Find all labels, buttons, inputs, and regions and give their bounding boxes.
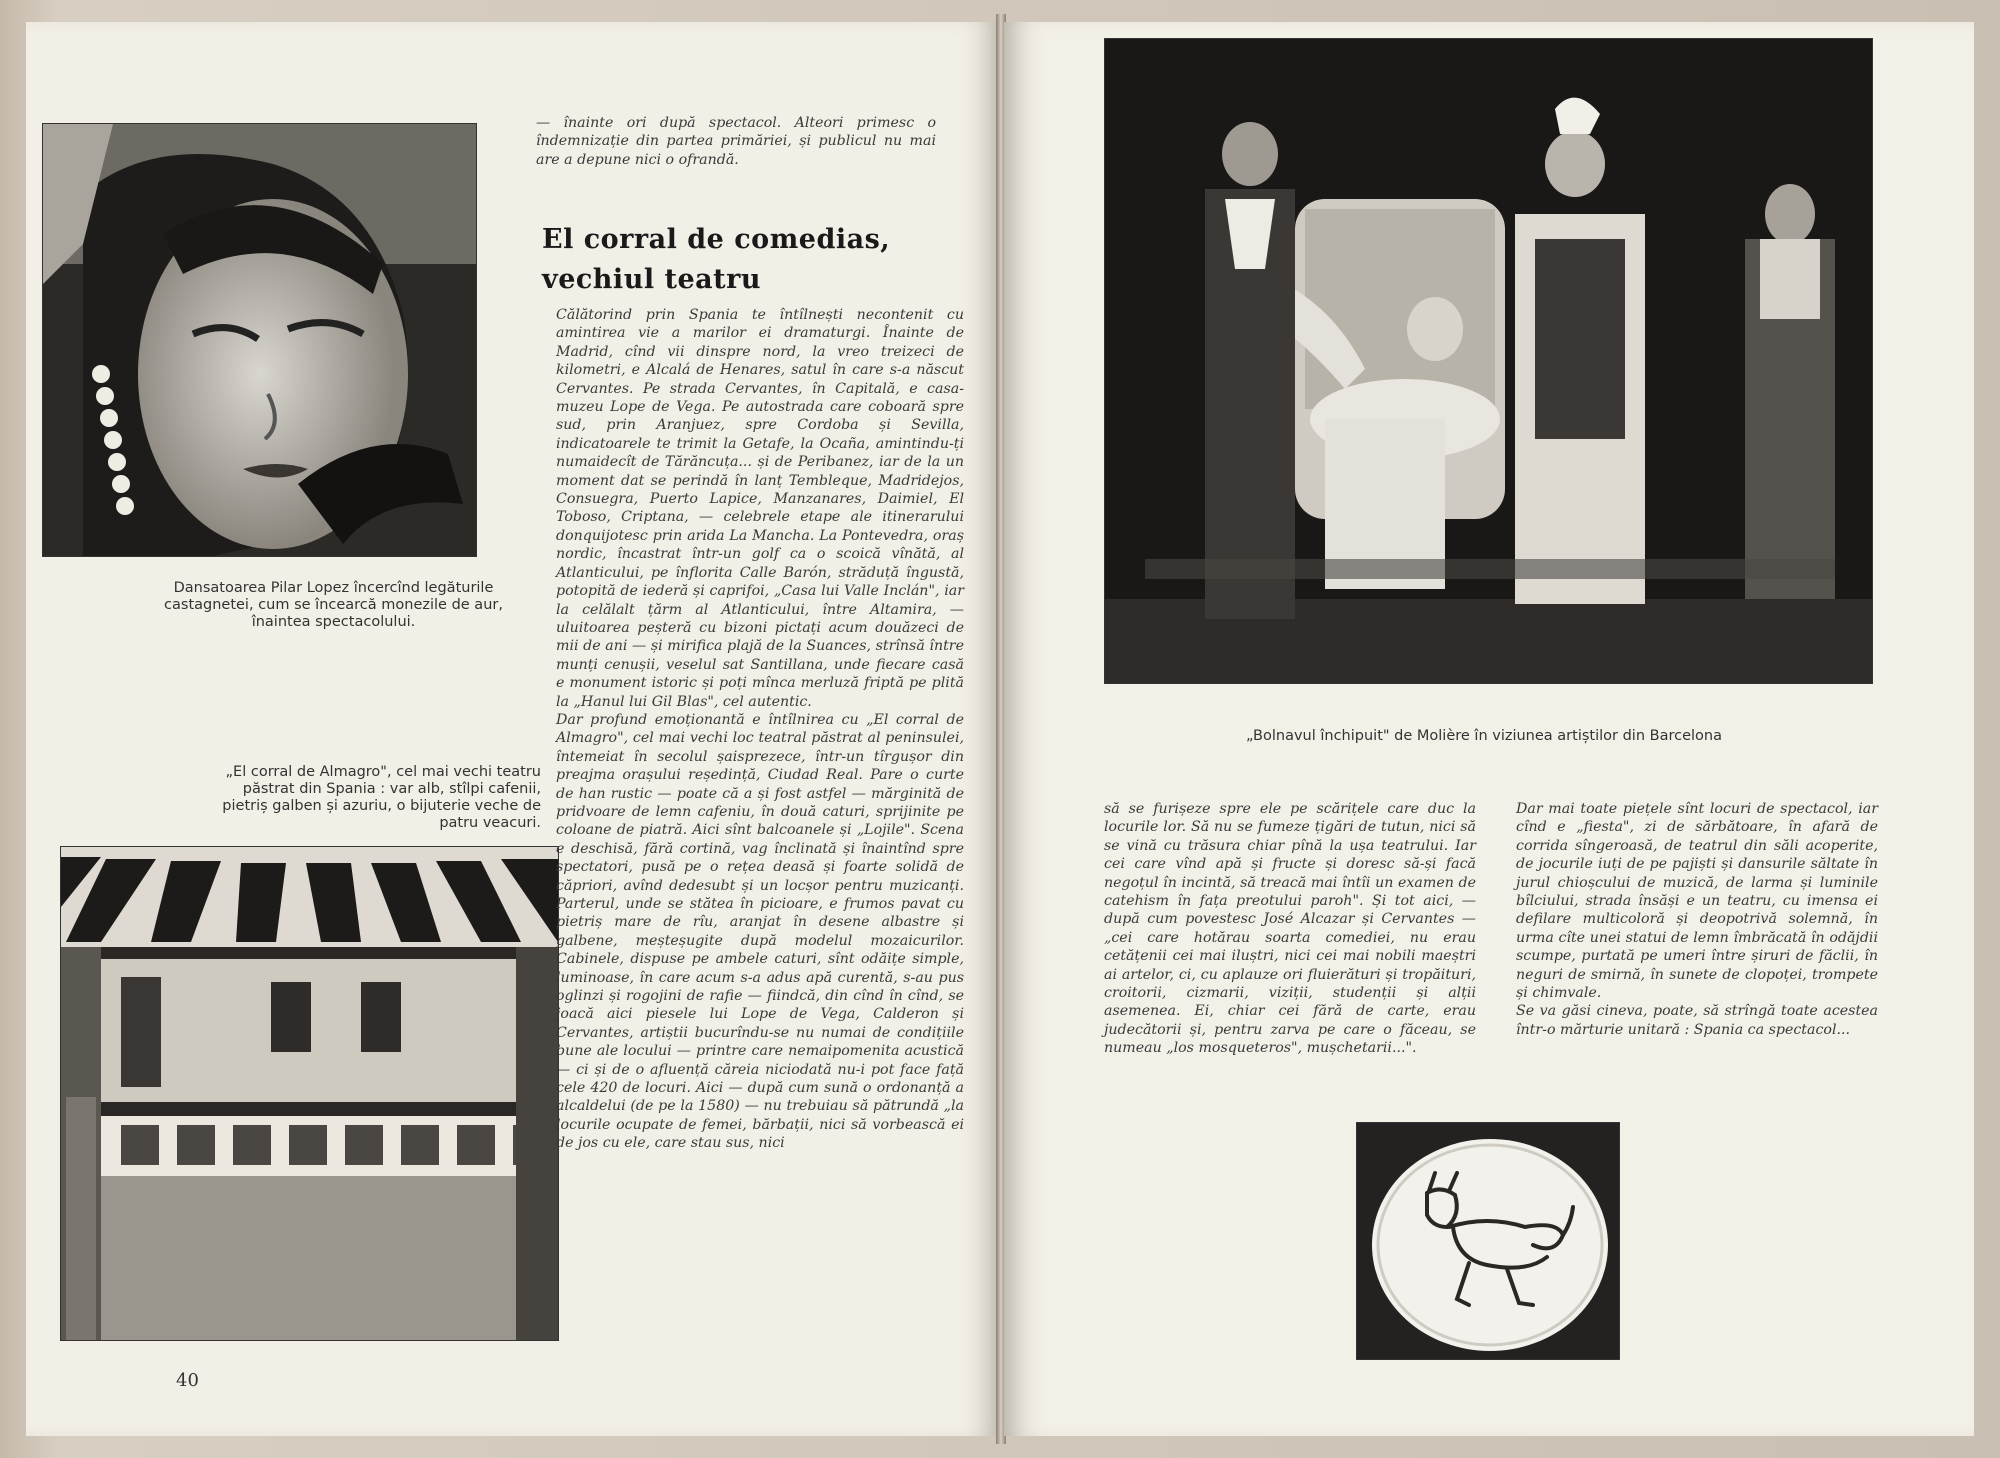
dancer-caption: Dansatoarea Pilar Lopez încercînd legăturile castagnetei, cum se încearcă monezile de aur, înaintea spectacolului. (164, 580, 503, 630)
right-column-1: să se furișeze spre ele pe scărițele care duc la locurile lor. Să nu se fumeze țigări de tutun, nici să se vină cu trăsura chiar pînă la ușa teatrului. Iar cei care vînd apă și fructe și doresc să-și facă negoțul în incintă, să treacă mai întîi un examen de catehism în fața preotului paroh". Și tot aici, — după cum povestesc José Alcazar și Cervantes — „cei care hotărau soarta comediei, nu erau cetățenii cei mai iluștri, nici cei mai nobili maeștri ai artelor, ci, cu aplauze ori fluierături și tropăituri, croitorii, cizmarii, viziții, studenții și alții asemenea. Ei, chiar cei fără de carte, erau judecătorii și, pentru zarva pe care o făceau, se numeau „los mosqueteros", mușchetarii...". (1104, 801, 1476, 1057)
dancer-photo (42, 123, 477, 557)
right-page (1004, 22, 1974, 1436)
theatre-photo (1104, 38, 1873, 684)
page-number: 40 (176, 1370, 199, 1391)
article-heading: El corral de comedias, vechiul teatru (542, 224, 891, 295)
article-text: Călătorind prin Spania te întîlnești necontenit cu amintirea vie a marilor ei dramaturgi. Înainte de Madrid, cînd vii dinspre nord, la vreo treizeci de kilometri, e Alcalá de Henares, satul în care s-a născut Cervantes. Pe strada Cervantes, în Capitală, e casa-muzeu Lope de Vega. Pe autostrada care coboară spre sud, prin Aranjuez, spre Cordoba și Sevilla, indicatoarele te trimit la Getafe, la Ocaña, amintindu-ți numaidecît de Tărăncuța... și de Peribanez, iar de la un moment dat se perindă în lanț Tembleque, Madridejos, Consuegra, Puerto Lapice, Manzanares, Daimiel, El Toboso, Criptana, — celebrele etape ale itinerarului donquijotesc prin arida La Mancha. La Pontevedra, oraș nordic, încastrat într-un golf ca o scoică vînătă, al Atlanticului, pe înflorita Calle Barón, străduță îngustă, potopită de iederă și caprifoi, „Casa lui Valle Inclán", iar la celălalt țărm al Atlanticului, între Altamira, — uluitoarea peșteră cu bizoni pictați acum douăzeci de mii de ani — și mirifica plajă de la Suances, strînsă între munți cenușii, veselul sat Santillana, unde fiecare casă e monument istoric și poți mînca merluză friptă pe plită la „Hanul lui Gil Blas", cel autentic. Dar profund emoționantă e întîlnirea cu „El corral de Almagro", cel mai vechi loc teatral păstrat al peninsulei, întemeiat în secolul șaisprezece, într-un tîrgușor din preajma orașului reședință, Ciudad Real. Pare o curte de han rustic — poate că a și fost astfel — mărginită de pridvoare de lemn cafeniu, în două caturi, sprijinite pe coloane de piatră. Aici sînt balcoanele și „Lojile". Scena e deschisă, fără cortină, vag înclinată și înaintînd spre spectatori, pusă pe o rețea deasă și foarte solidă de căpriori, avînd dedesubt și un locșor pentru muzicanți. Parterul, unde se stătea în picioare, e frumos pavat cu pietriș mare de rîu, aranjat în desene albastre și galbene, meșteșugite după modelul mozaicurilor. Cabinele, dispuse pe ambele caturi, sînt odăițe simple, luminoase, în care acum s-a adus apă curentă, s-au pus oglinzi și rogojini de rafie — fiindcă, din cînd în cînd, se joacă aici piesele lui Lope de Vega, Calderon și Cervantes, artiștii bucurîndu-se nu numai de condițiile bune ale locului — printre care nemaipomenita acustică — ci și de o afluență căreia niciodată nu-i pot face față cele 420 de locuri. Aici — după cum sună o ordonanță a alcaldelui (de pe la 1580) — nu trebuiau să pătrundă „la locurile ocupate de femei, bărbații, nici să vorbească ei de jos cu ele, care stau sus, nici (556, 307, 964, 1152)
intro-text: — înainte ori după spectacol. Alteori primesc o îndemnizație din partea primăriei, și publicul nu mai are a depune nici o ofrandă. (536, 115, 936, 168)
right-column-2: Dar mai toate piețele sînt locuri de spectacol, iar cînd e „fiesta", zi de sărbătoare, în afară de corrida sîngeroasă, de teatrul din săli acoperite, de jocurile iuți de pe pajiști și dansurile săltate în jurul chioșcului de muzică, de larma și luminile bîlciului, strada însăși e un teatru, cu imensa ei defilare multicoloră și deopotrivă solemnă, în urma cîte unei statui de lemn îmbrăcată în odăjdii scumpe, purtată pe umeri între șiruri de făclii, în neguri de smirnă, în sunete de clopoței, trompete și chimvale. Se va găsi cineva, poate, să strîngă toate acestea într-o mărturie unitară : Spania ca spectacol... (1516, 801, 1878, 1038)
plate-photo (1356, 1122, 1620, 1360)
left-page (26, 22, 1000, 1436)
theatre-caption: „Bolnavul închipuit" de Molière în viziunea artiștilor din Barcelona (1246, 728, 1722, 744)
corral-caption: „El corral de Almagro", cel mai vechi teatru păstrat din Spania : var alb, stîlpi cafenii, pietriș galben și azuriu, o bijuterie veche de patru veacuri. (222, 764, 541, 831)
corral-photo (60, 846, 559, 1341)
